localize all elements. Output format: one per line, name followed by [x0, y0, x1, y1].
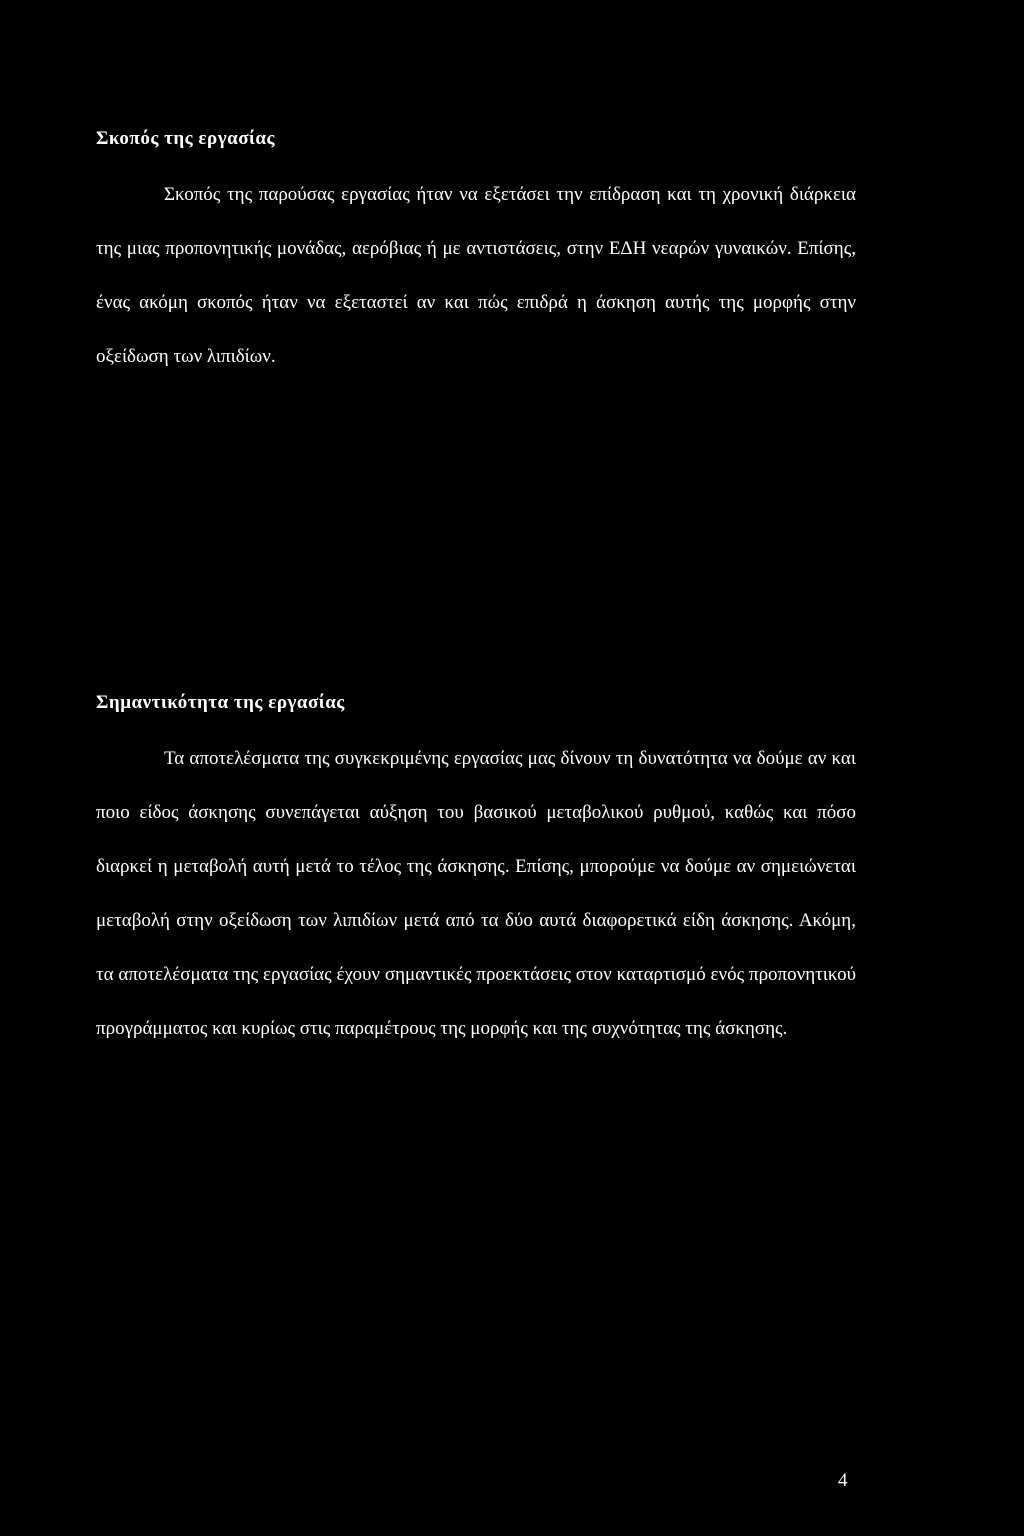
section-heading-significance: Σημαντικότητα της εργασίας [96, 692, 345, 713]
page-number: 4 [838, 1470, 848, 1491]
section-body-significance: Τα αποτελέσματα της συγκεκριμένης εργασίας μας δίνουν τη δυνατότητα να δούμε αν και ποιο είδος άσκησης συνεπάγεται αύξηση του βασικού μεταβολικού ρυθμού, καθώς και πόσο διαρκεί η μεταβολή αυτή μετά το τέλος της άσκησης. Επίσης, μπορούμε να δούμε αν σημειώνεται μεταβολή στην οξείδωση των λιπιδίων μετά από τα δύο αυτά διαφορετικά είδη άσκησης. Ακόμη, τα αποτελέσματα της εργασίας έχουν σημαντικές προεκτάσεις στον καταρτισμό ενός προπονητικού προγράμματος και κυρίως στις παραμέτρους της μορφής και της συχνότητας της άσκησης. [96, 748, 856, 1039]
section-heading-aim: Σκοπός της εργασίας [96, 128, 276, 149]
section-body-aim: Σκοπός της παρούσας εργασίας ήταν να εξετάσει την επίδραση και τη χρονική διάρκεια της μιας προπονητικής μονάδας, αερόβιας ή με αντιστάσεις, στην ΕΔΗ νεαρών γυναικών. Επίσης, ένας ακόμη σκοπός ήταν να εξεταστεί αν και πώς επιδρά η άσκηση αυτής της μορφής στην οξείδωση των λιπιδίων. [96, 184, 856, 367]
